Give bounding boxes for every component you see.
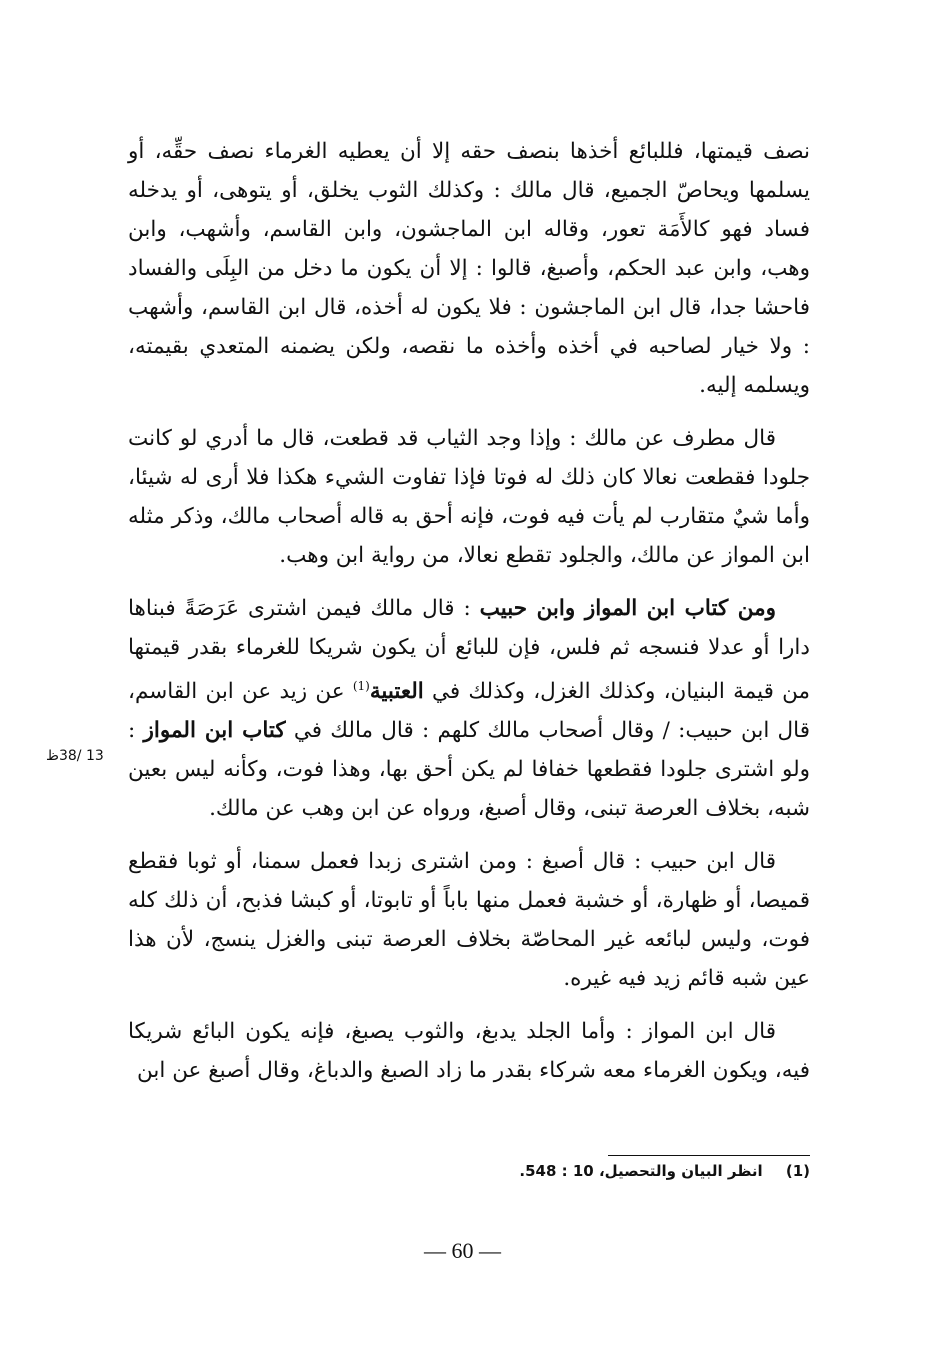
paragraph-2: قال مطرف عن مالك : وإذا وجد الثياب قد قطعت، قال ما أدري لو كانت جلودا فقطعت نعالا كان ذلك له فوتا فإذا تفاوت الشيء هكذا فلا أرى له شيئا، وأما شيٌ متقارب لم يأت فيه فوت، فإنه أحق به قاله أصحاب مالك، وذكر مثله ابن المواز عن مالك، والجلود تقطع نعالا، من رواية ابن وهب. bbox=[128, 426, 810, 568]
footnote-divider bbox=[608, 1155, 810, 1156]
heading-inline: ومن كتاب ابن المواز وابن حبيب bbox=[479, 596, 777, 621]
page-number: — 60 — bbox=[424, 1238, 501, 1263]
paragraph-4: قال ابن حبيب : قال أصبغ : ومن اشترى زبدا فعمل سمنا، أو ثوبا فقطع قميصا، أو ظهارة، أو خشبة فعمل منها باباً أو تابوتا، أو كبشا فذبح، أن ذلك كله فوت، وليس لبائعه غير المحاصّة بخلاف العرصة تبنى والغزل ينسج، لأن هذا عين شبه قائم زيد فيه غيره. bbox=[128, 849, 810, 992]
footnote-marker: (1) bbox=[352, 679, 370, 693]
manuscript-folio-reference: 13 /38ظ bbox=[46, 748, 104, 764]
footnote-text: انظر البيان والتحصيل، 10 : 548. bbox=[519, 1162, 763, 1180]
source-name: العتبية bbox=[369, 679, 424, 705]
main-text bbox=[128, 132, 810, 1104]
paragraph-5: قال ابن المواز : وأما الجلد يدبغ، والثوب يصبغ، فإنه يكون البائع شريكا فيه، ويكون الغرماء معه شركاء بقدر ما زاد الصبغ والدباغ، وقال أصبغ عن ابن bbox=[128, 1019, 810, 1084]
footnote bbox=[300, 1162, 810, 1180]
paragraph-1: نصف قيمتها، فللبائع أخذها بنصف حقه إلا أن يعطيه الغرماء نصف حقِّه، أو يسلمها ويحاصّ الجميع، قال مالك : وكذلك الثوب يخلق، أو يتوهى، أو يدخله فساد فهو كالأَمَة تعور، وقاله ابن الماجشون، وابن القاسم، وأشهب، وابن وهب، وابن عبد الحكم، وأصبغ، قالوا : إلا أن يكون ما دخل من البِلَى والفساد فاحشا جدا، قال ابن الماجشون : فلا يكون له أخذه، قال ابن القاسم، وأشهب : ولا خيار لصاحبه في أخذه وأخذه ما نقصه، ولكن يضمنه المتعدي بقيمته، ويسلمه إليه. bbox=[128, 139, 810, 398]
paragraph-3-text-c: : ولو اشترى جلودا فقطعها خفافا لم يكن أحق بها، وهذا فوت، وكأنه ليس بعين شبه، بخلاف العرصة تبنى، وقال أصبغ، ورواه عن ابن وهب عن مالك. bbox=[128, 718, 810, 822]
source-name-2: كتاب ابن المواز bbox=[143, 718, 286, 744]
paragraph-3-text-a: : قال مالك فيمن اشترى عَرَصَةً فبناها دارا أو عدلا فنسجه ثم فلس، فإن للبائع أن يكون شريكا للغرماء بقدر قيمتها من قيمة البنيان، وكذلك الغزل، وكذلك في bbox=[128, 596, 810, 705]
footnote-number: (1) bbox=[785, 1162, 810, 1180]
paragraph-3 bbox=[128, 589, 810, 828]
paragraph-3-text-b: عن زيد عن ابن القاسم، قال ابن حبيب: / وقال أصحاب مالك كلهم : قال مالك في bbox=[128, 679, 810, 744]
